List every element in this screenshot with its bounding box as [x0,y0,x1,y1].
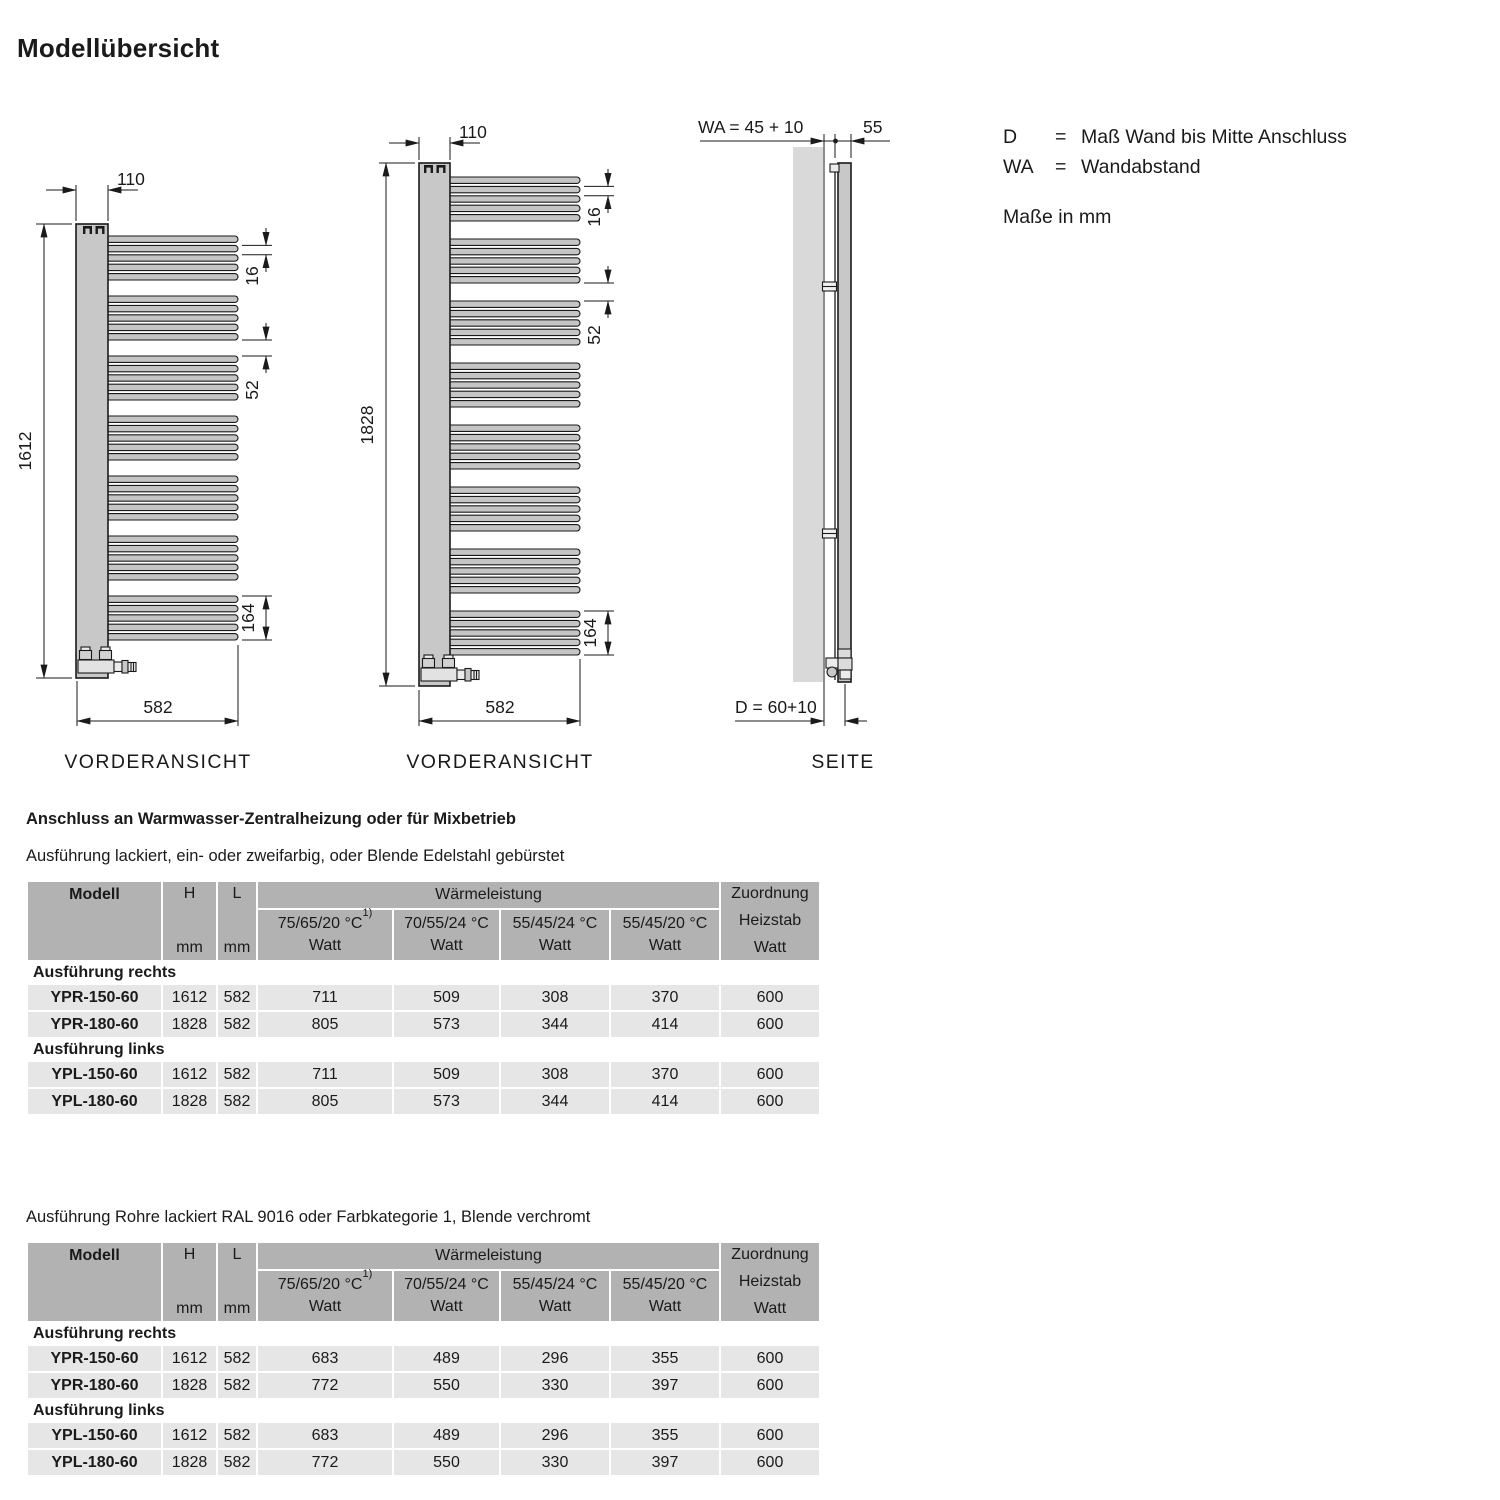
value-cell: 370 [611,985,719,1010]
temp2-label: 70/55/24 °C [404,1275,489,1293]
value-cell: 573 [394,1089,499,1114]
value-cell: 600 [721,1450,819,1475]
value-cell: 711 [258,1062,392,1087]
spec-table-2 [26,1241,821,1477]
table-row [28,1450,819,1475]
dim-depth: 55 [863,117,883,137]
table1-subtitle: Ausführung lackiert, ein- oder zweifarbig, oder Blende Edelstahl gebürstet [26,847,565,865]
legend-key: WA [1003,155,1034,178]
value-cell: 582 [218,1346,256,1371]
dim-width-bottom: 582 [143,697,173,717]
header-h-label: H [183,885,196,902]
value-cell: 414 [611,1089,719,1114]
value-cell: 600 [721,1373,819,1398]
model-cell: YPL-180-60 [28,1089,161,1114]
side-view [698,117,890,773]
legend-value: Wandabstand [1081,155,1201,178]
legend-row-wa [1003,152,1347,182]
value-cell: 1828 [163,1089,216,1114]
value-cell: 683 [258,1346,392,1371]
value-cell: 600 [721,1062,819,1087]
wall-bracket [823,282,837,291]
wall [793,147,823,682]
value-cell: 397 [611,1450,719,1475]
header-heizstab-label: Heizstab [738,912,802,929]
model-cell: YPR-180-60 [28,1373,161,1398]
header-l-unit: mm [223,1300,251,1317]
group-label: Ausführung links [28,1039,819,1060]
header-zuordnung [721,882,819,960]
units-note: Maße in mm [1003,205,1112,228]
value-cell: 600 [721,1089,819,1114]
model-cell: YPR-150-60 [28,1346,161,1371]
dim-bottom-group: 164 [238,603,258,633]
header-temp4 [611,910,719,960]
temp3-unit: Watt [538,1298,572,1316]
value-cell: 600 [721,985,819,1010]
value-cell: 489 [394,1346,499,1371]
header-l-label: L [232,1246,242,1263]
value-cell: 805 [258,1089,392,1114]
header-zuordnung-unit: Watt [753,1300,787,1317]
view-label: VORDERANSICHT [406,751,594,773]
dim-tube-pitch: 16 [584,207,604,227]
header-h [163,1243,216,1321]
table-row [28,1012,819,1037]
group-label: Ausführung links [28,1400,819,1421]
value-cell: 414 [611,1012,719,1037]
header-waermeleistung: Wärmeleistung [258,1243,719,1269]
header-waermeleistung: Wärmeleistung [258,882,719,908]
value-cell: 370 [611,1062,719,1087]
model-cell: YPL-150-60 [28,1423,161,1448]
legend-eq: = [1055,155,1067,178]
value-cell: 397 [611,1373,719,1398]
legend-eq: = [1055,125,1067,148]
header-zuordnung [721,1243,819,1321]
header-zuordnung-label: Zuordnung [731,885,809,902]
table-row [28,985,819,1010]
view-label: VORDERANSICHT [64,751,252,773]
value-cell: 600 [721,1423,819,1448]
header-temp4 [611,1271,719,1321]
value-cell: 308 [501,1062,609,1087]
value-cell: 1612 [163,1423,216,1448]
value-cell: 1828 [163,1450,216,1475]
dim-width-bottom: 582 [485,697,515,717]
header-temp3 [501,910,609,960]
dim-group-gap: 52 [242,380,262,400]
temp3-unit: Watt [538,937,572,955]
technical-drawings [0,0,1000,790]
model-cell: YPL-180-60 [28,1450,161,1475]
temp4-unit: Watt [648,1298,682,1316]
dim-width-top: 110 [459,122,487,142]
table-row [28,1346,819,1371]
value-cell: 344 [501,1012,609,1037]
header-model: Modell [28,882,161,960]
header-zuordnung-unit: Watt [753,939,787,956]
temp3-label: 55/45/24 °C [512,1275,598,1293]
section-heading: Anschluss an Warmwasser-Zentralheizung oder für Mixbetrieb [26,810,516,828]
tube-bank [447,177,580,655]
temp1-unit: Watt [308,937,342,955]
value-cell: 600 [721,1012,819,1037]
value-cell: 582 [218,1089,256,1114]
value-cell: 489 [394,1423,499,1448]
model-cell: YPL-150-60 [28,1062,161,1087]
temp1-footnote: 1) [362,907,373,920]
temp4-label: 55/45/20 °C [622,1275,708,1293]
temp1-footnote: 1) [362,1268,373,1281]
temp4-label: 55/45/20 °C [622,914,708,932]
value-cell: 1612 [163,1062,216,1087]
temp1-unit: Watt [308,1298,342,1316]
value-cell: 344 [501,1089,609,1114]
header-temp3 [501,1271,609,1321]
value-cell: 1612 [163,985,216,1010]
header-l [218,882,256,960]
dim-height: 1612 [15,431,35,471]
table-row [28,1062,819,1087]
header-h-unit: mm [176,939,203,956]
value-cell: 711 [258,985,392,1010]
value-cell: 1828 [163,1373,216,1398]
value-cell: 582 [218,1423,256,1448]
front-view-180 [357,122,614,773]
temp1-label: 75/65/20 °C [277,1275,363,1293]
top-fitting [830,164,839,172]
value-cell: 772 [258,1373,392,1398]
dim-d: D = 60+10 [735,697,817,717]
header-temp1 [258,1268,392,1321]
temp3-label: 55/45/24 °C [512,914,598,932]
value-cell: 355 [611,1423,719,1448]
temp2-label: 70/55/24 °C [404,914,489,932]
value-cell: 683 [258,1423,392,1448]
dim-tube-pitch: 16 [242,266,262,286]
dim-bottom-group: 164 [580,618,600,648]
temp2-unit: Watt [430,1298,463,1316]
temp4-unit: Watt [648,937,682,955]
group-label: Ausführung rechts [28,962,819,983]
dim-wa: WA = 45 + 10 [698,117,804,137]
value-cell: 1828 [163,1012,216,1037]
spec-table-1 [26,880,821,1116]
value-cell: 550 [394,1450,499,1475]
legend-row-d [1003,122,1347,152]
value-cell: 582 [218,985,256,1010]
value-cell: 1612 [163,1346,216,1371]
table-row [28,1089,819,1114]
value-cell: 355 [611,1346,719,1371]
collector-bar [76,224,108,678]
page-title: Modellübersicht [17,33,220,63]
group-label: Ausführung rechts [28,1323,819,1344]
header-temp2 [394,1271,499,1321]
header-model: Modell [28,1243,161,1321]
value-cell: 296 [501,1346,609,1371]
temp2-unit: Watt [430,937,463,955]
table2-subtitle: Ausführung Rohre lackiert RAL 9016 oder Farbkategorie 1, Blende verchromt [26,1208,591,1226]
wall-bracket [823,529,837,538]
collector-bar [419,163,450,686]
collector-depth [838,163,851,682]
legend-value: Maß Wand bis Mitte Anschluss [1081,125,1347,148]
header-zuordnung-label: Zuordnung [731,1246,809,1263]
model-cell: YPR-180-60 [28,1012,161,1037]
value-cell: 509 [394,985,499,1010]
model-cell: YPR-150-60 [28,985,161,1010]
value-cell: 772 [258,1450,392,1475]
front-view-150 [15,169,272,773]
tables-section [26,810,836,1477]
legend [1003,122,1347,232]
header-l-label: L [232,885,242,902]
value-cell: 330 [501,1450,609,1475]
legend-key: D [1003,125,1018,148]
temp1-label: 75/65/20 °C [277,914,363,932]
value-cell: 330 [501,1373,609,1398]
table-row [28,1373,819,1398]
header-temp1 [258,907,392,960]
header-h-label: H [183,1246,196,1263]
header-heizstab-label: Heizstab [738,1273,802,1290]
value-cell: 308 [501,985,609,1010]
value-cell: 573 [394,1012,499,1037]
table-row [28,1423,819,1448]
dim-width-top: 110 [117,169,145,189]
header-temp2 [394,910,499,960]
value-cell: 550 [394,1373,499,1398]
value-cell: 582 [218,1062,256,1087]
value-cell: 582 [218,1373,256,1398]
value-cell: 582 [218,1450,256,1475]
header-l [218,1243,256,1321]
view-label: SEITE [811,751,875,773]
value-cell: 805 [258,1012,392,1037]
value-cell: 582 [218,1012,256,1037]
header-h [163,882,216,960]
value-cell: 296 [501,1423,609,1448]
dim-height: 1828 [357,405,377,445]
header-l-unit: mm [223,939,251,956]
dim-group-gap: 52 [584,325,604,345]
tube-bank [106,236,238,640]
header-h-unit: mm [176,1300,203,1317]
value-cell: 600 [721,1346,819,1371]
value-cell: 509 [394,1062,499,1087]
